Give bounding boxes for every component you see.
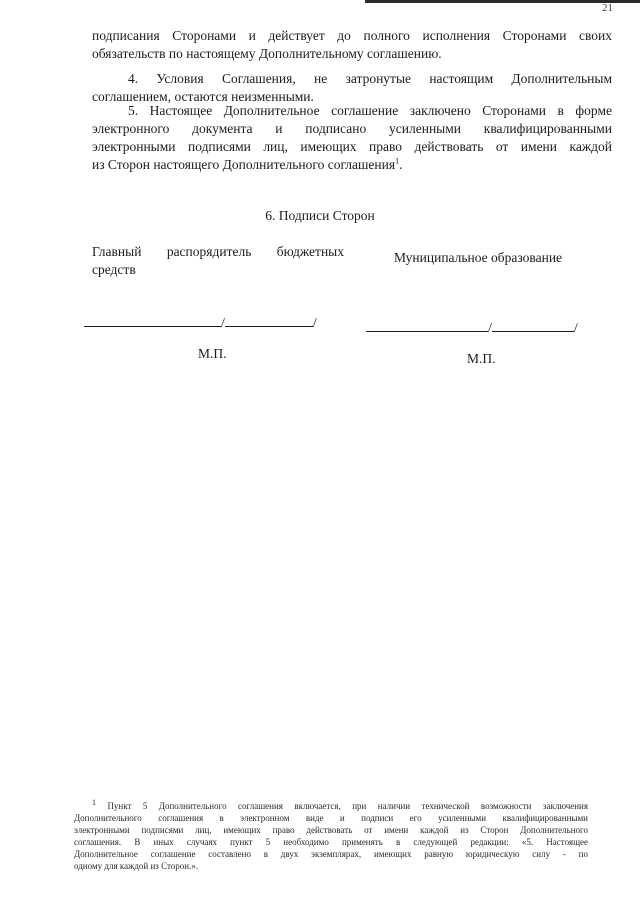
paragraph-3-continuation: [92, 27, 612, 63]
text-line: соглашением, остаются неизменными.: [92, 89, 314, 104]
text-line-with-footnote: из Сторон настоящего Дополнительного соглашения$^1$.: [92, 156, 403, 172]
slash: /: [488, 321, 492, 336]
party-left-text: Главный распорядитель бюджетных средств: [92, 244, 344, 277]
footnote-line: одному для каждой из Сторон.».: [74, 861, 199, 871]
text-line: 4. Условия Соглашения, не затронутые настоящим Дополнительным: [128, 71, 612, 86]
footnote-line: Дополнительного соглашения в электронном виде и подписи его усиленными квалифицированными: [74, 813, 588, 823]
party-left-label: [92, 243, 344, 279]
slash: /: [221, 316, 225, 331]
footnote-line: соглашения. В иных случаях пункт 5 необходимо применять в следующей редакции: «5. Настоящее: [74, 837, 588, 847]
section-title: 6. Подписи Сторон: [265, 208, 375, 223]
footnote-line: [74, 800, 588, 812]
page-number: 21: [602, 2, 613, 14]
paragraph-4: [92, 70, 612, 106]
text-line: 5. Настоящее Дополнительное соглашение заключено Сторонами в форме: [128, 103, 612, 118]
seal-place-right: М.П.: [467, 351, 496, 366]
footnote: [74, 800, 588, 872]
text-line: электронными подписями лиц, имеющих право действовать от имени каждой: [92, 139, 612, 154]
seal-place-left: М.П.: [198, 346, 227, 361]
party-right-label: Муниципальное образование: [394, 250, 563, 265]
footnote-text: Пункт 5 Дополнительного соглашения включается, при наличии технической возможности заключения: [107, 801, 589, 811]
text-line: подписания Сторонами и действует до полного исполнения Сторонами своих: [92, 28, 612, 43]
footnote-line: Дополнительное соглашение составлено в двух экземплярах, имеющих равную юридическую силу - по: [74, 849, 588, 859]
slash: /: [573, 321, 578, 336]
text-line: обязательств по настоящему Дополнительному соглашению.: [92, 46, 442, 61]
scan-edge-mark: [365, 0, 640, 3]
name-blank: [225, 312, 313, 327]
signature-blank: [84, 312, 221, 327]
text-line: электронного документа и подписано усиленными квалифицированными: [92, 121, 612, 136]
slash: /: [312, 316, 317, 331]
footnote-reference: 1: [395, 156, 400, 166]
signature-blank: [366, 317, 488, 332]
footnote-line: электронными подписями лиц, имеющих право действовать от имени каждой из Сторон Дополнительного: [74, 825, 588, 835]
signature-line-right: [366, 317, 578, 337]
paragraph-5: [92, 102, 612, 174]
footnote-marker: 1: [92, 798, 96, 807]
name-blank: [492, 317, 574, 332]
text-line: из Сторон настоящего Дополнительного соглашения: [92, 157, 396, 172]
signature-line-left: [84, 312, 317, 332]
